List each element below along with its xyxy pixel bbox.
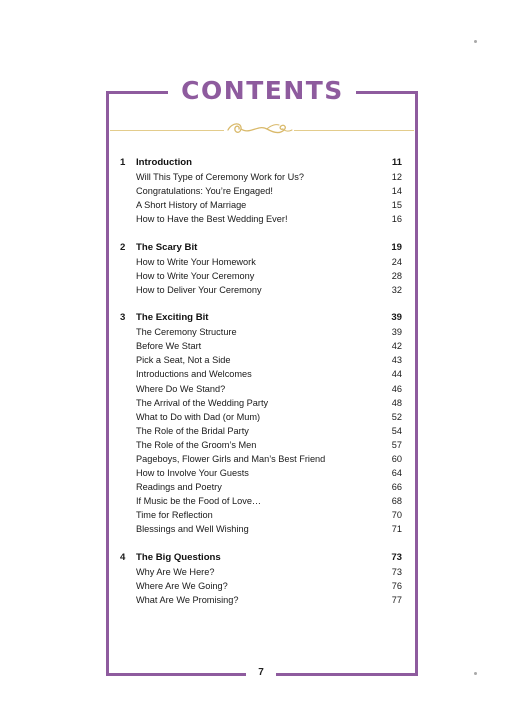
chapter-page: 19 (391, 241, 402, 253)
entry-page: 66 (391, 482, 402, 493)
chapter-page: 73 (391, 551, 402, 563)
entry-title: The Arrival of the Wedding Party (136, 397, 269, 408)
toc-entry-row[interactable] (120, 565, 402, 579)
toc-chapter-row[interactable] (120, 551, 402, 565)
scroll-ornament-icon (224, 119, 294, 141)
entry-page: 57 (391, 439, 402, 450)
entry-page: 48 (391, 397, 402, 408)
toc-entry-row[interactable] (120, 198, 402, 212)
chapter-title: The Scary Bit (136, 241, 198, 253)
toc-entry-row[interactable] (120, 593, 402, 607)
entry-title: How to Write Your Ceremony (136, 270, 255, 281)
entry-page: 15 (391, 200, 402, 211)
chapter-title: The Exciting Bit (136, 312, 209, 324)
toc-entry-row[interactable] (120, 353, 402, 367)
chapter-spacer (120, 226, 402, 240)
toc-entry-row[interactable] (120, 508, 402, 522)
entry-page: 32 (391, 284, 402, 295)
entry-page: 70 (391, 510, 402, 521)
entry-page: 28 (391, 270, 402, 281)
entry-page: 24 (391, 256, 402, 267)
toc-entry-row[interactable] (120, 522, 402, 536)
entry-page: 71 (391, 524, 402, 535)
entry-title: How to Have the Best Wedding Ever! (136, 214, 288, 225)
entry-title: Blessings and Well Wishing (136, 524, 249, 535)
entry-page: 64 (391, 468, 402, 479)
toc-chapter-row[interactable] (120, 241, 402, 255)
chapter-number: 1 (120, 157, 126, 168)
entry-title: Before We Start (136, 341, 202, 352)
entry-title: Pick a Seat, Not a Side (136, 355, 231, 366)
entry-page: 12 (391, 172, 402, 183)
toc-entry-row[interactable] (120, 410, 402, 424)
entry-title: Where Do We Stand? (136, 383, 226, 394)
toc-entry-row[interactable] (120, 283, 402, 297)
chapter-page: 11 (391, 157, 402, 168)
entry-title: How to Deliver Your Ceremony (136, 284, 262, 295)
entry-page: 16 (391, 214, 402, 225)
entry-title: What Are We Promising? (136, 594, 239, 605)
toc-entry-row[interactable] (120, 382, 402, 396)
chapter-spacer (120, 297, 402, 311)
entry-title: If Music be the Food of Love… (136, 496, 262, 507)
frame-top-right (356, 91, 418, 94)
corner-dot-bottom (474, 672, 477, 675)
entry-title: The Role of the Groom’s Men (136, 439, 257, 450)
toc-entry-row[interactable] (120, 452, 402, 466)
toc-entry-row[interactable] (120, 579, 402, 593)
toc-entry-row[interactable] (120, 269, 402, 283)
frame-left (106, 91, 109, 676)
frame-bottom-right (276, 673, 418, 676)
chapter-number: 3 (120, 312, 126, 324)
entry-title: The Ceremony Structure (136, 327, 237, 338)
entry-title: Introductions and Welcomes (136, 369, 252, 380)
corner-dot-top (474, 40, 477, 43)
page-title: CONTENTS (181, 76, 344, 105)
entry-page: 43 (391, 355, 402, 366)
toc-entry-row[interactable] (120, 184, 402, 198)
toc-entry-row[interactable] (120, 212, 402, 226)
toc-entry-row[interactable] (120, 325, 402, 339)
entry-title: The Role of the Bridal Party (136, 425, 249, 436)
entry-title: Where Are We Going? (136, 580, 228, 591)
entry-title: Will This Type of Ceremony Work for Us? (136, 172, 304, 183)
entry-title: Congratulations: You’re Engaged! (136, 186, 273, 197)
toc-entry-row[interactable] (120, 170, 402, 184)
entry-page: 77 (391, 594, 402, 605)
toc-entry-row[interactable] (120, 255, 402, 269)
toc-entry-row[interactable] (120, 424, 402, 438)
entry-title: How to Involve Your Guests (136, 468, 249, 479)
page-number: 7 (258, 667, 264, 678)
frame-top-left (106, 91, 168, 94)
entry-page: 46 (391, 383, 402, 394)
entry-page: 14 (391, 186, 402, 197)
entry-page: 39 (391, 327, 402, 338)
toc-entry-row[interactable] (120, 494, 402, 508)
entry-page: 76 (391, 580, 402, 591)
entry-title: Pageboys, Flower Girls and Man’s Best Friend (136, 453, 326, 464)
entry-title: Time for Reflection (136, 510, 213, 521)
entry-title: Why Are We Here? (136, 566, 215, 577)
chapter-title: Introduction (136, 157, 192, 168)
entry-title: Readings and Poetry (136, 482, 222, 493)
toc-entry-row[interactable] (120, 396, 402, 410)
chapter-title: The Big Questions (136, 551, 221, 563)
toc-chapter-row[interactable] (120, 156, 402, 170)
toc-entry-row[interactable] (120, 438, 402, 452)
frame-right (415, 91, 418, 676)
entry-page: 60 (391, 453, 402, 464)
entry-page: 68 (391, 496, 402, 507)
chapter-page: 39 (391, 312, 402, 324)
entry-page: 52 (391, 411, 402, 422)
frame-bottom-left (106, 673, 246, 676)
entry-title: What to Do with Dad (or Mum) (136, 411, 261, 422)
toc-chapter-row[interactable] (120, 311, 402, 325)
toc-entry-row[interactable] (120, 367, 402, 381)
entry-title: How to Write Your Homework (136, 256, 256, 267)
entry-page: 54 (391, 425, 402, 436)
chapter-spacer (120, 537, 402, 551)
toc-entry-row[interactable] (120, 466, 402, 480)
toc-entry-row[interactable] (120, 480, 402, 494)
chapter-number: 2 (120, 241, 126, 253)
toc-entry-row[interactable] (120, 339, 402, 353)
entry-title: A Short History of Marriage (136, 200, 247, 211)
entry-page: 44 (391, 369, 402, 380)
entry-page: 42 (391, 341, 402, 352)
entry-page: 73 (391, 566, 402, 577)
table-of-contents (120, 156, 402, 607)
chapter-number: 4 (120, 551, 126, 563)
